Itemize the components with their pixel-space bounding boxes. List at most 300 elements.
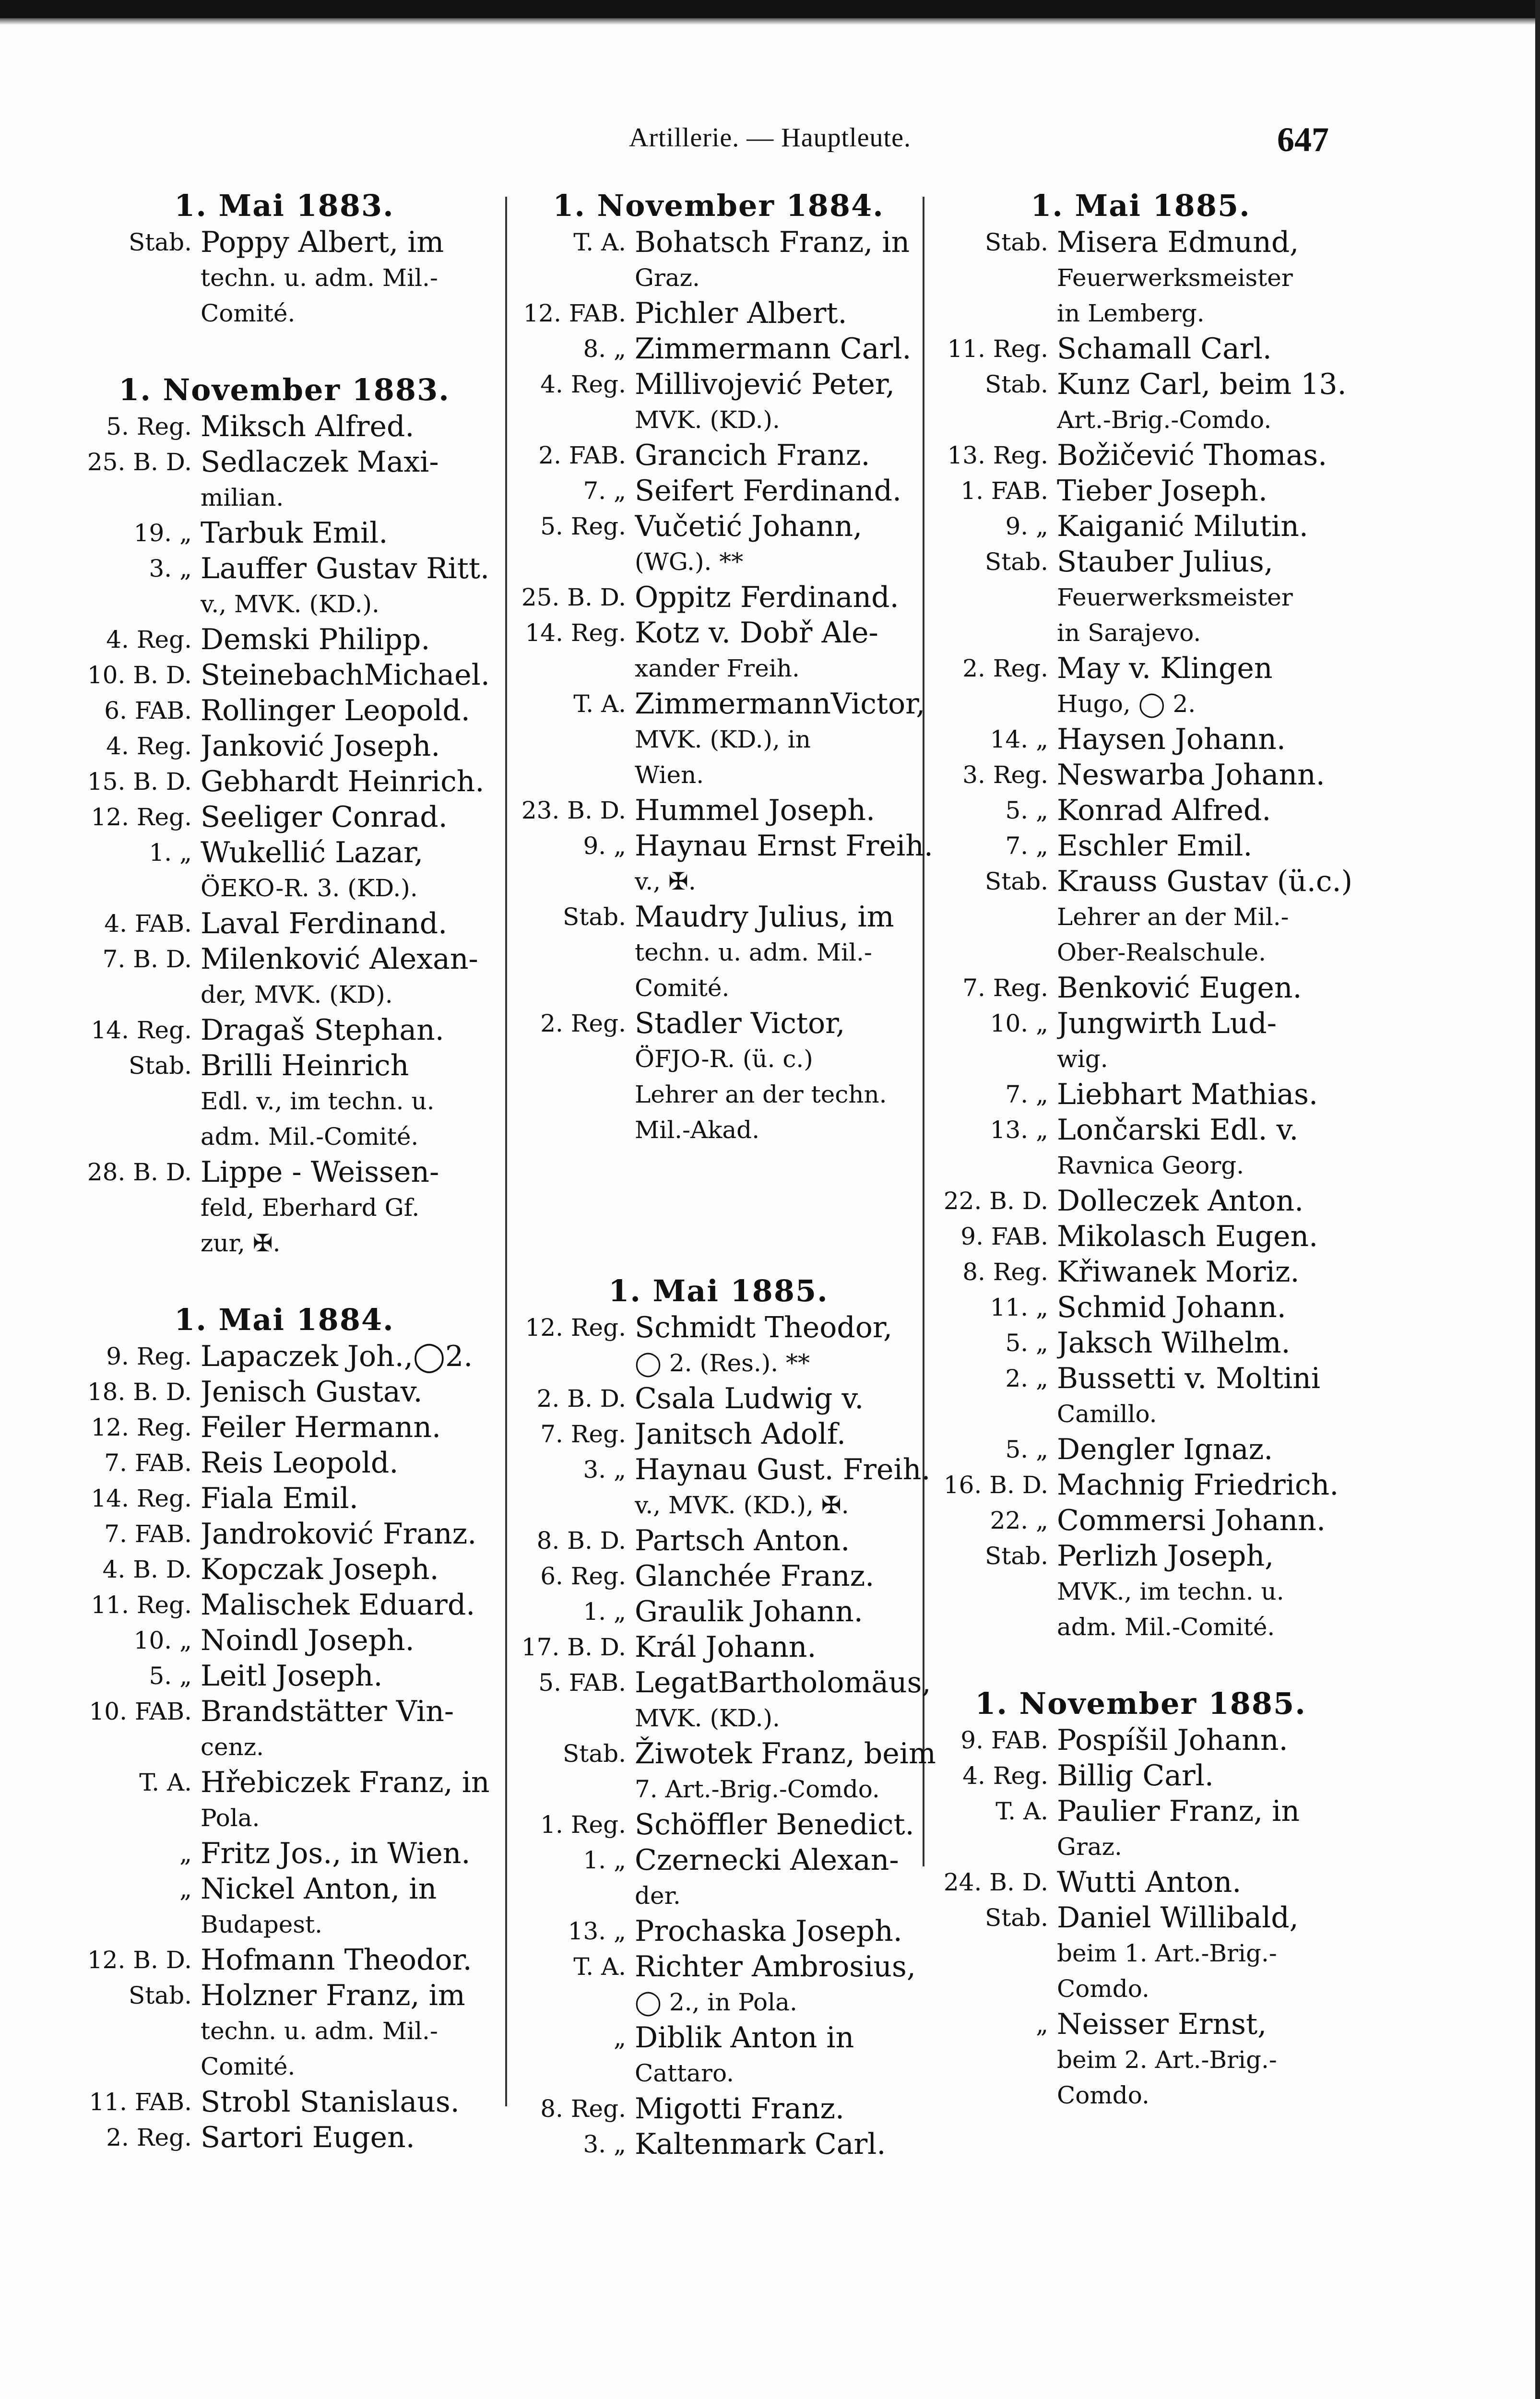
roster-entry	[82, 1623, 487, 1658]
unit-label: Stab.	[128, 1052, 192, 1080]
officer-name: Jungwirth Lud-	[1057, 1007, 1277, 1040]
entry-detail: Hugo, ◯ 2.	[1057, 690, 1196, 718]
officer-name: Holzner Franz, im	[201, 1979, 465, 2012]
unit-label: 13. Reg.	[947, 441, 1048, 469]
officer-name: Jaksch Wilhelm.	[1057, 1326, 1291, 1360]
entry-text	[1057, 331, 1343, 367]
entry-detail: Graz.	[635, 264, 700, 292]
unit-label: 10. „	[990, 1009, 1048, 1037]
officer-name: Reis Leopold.	[201, 1446, 399, 1480]
unit-label: 25. B. D.	[87, 448, 192, 476]
column-1	[82, 187, 490, 2155]
roster-entry	[516, 899, 921, 1006]
section-spacer	[82, 331, 487, 371]
officer-name: Czernecki Alexan-	[635, 1843, 899, 1877]
roster-entry	[82, 799, 487, 835]
entry-detail: Pola.	[201, 1804, 260, 1832]
officer-name: Žiwotek Franz, beim	[635, 1737, 936, 1770]
officer-name: Wutti Anton.	[1057, 1865, 1242, 1899]
entry-detail: in Lemberg.	[1057, 299, 1205, 327]
roster-entry	[516, 1594, 921, 1629]
entry-text	[635, 1558, 921, 1594]
roster-entry	[82, 1587, 487, 1623]
officer-name: Nickel Anton, in	[201, 1872, 437, 1906]
entry-detail: Budapest.	[201, 1911, 323, 1938]
entry-text	[201, 1410, 487, 1445]
officer-name: Migotti Franz.	[635, 2092, 845, 2126]
column-rule	[923, 197, 924, 1866]
entry-text	[635, 1416, 921, 1452]
officer-name: Haynau Gust. Freih.	[635, 1453, 931, 1486]
roster-entry	[82, 1481, 487, 1516]
entry-detail: der.	[635, 1882, 681, 1910]
entry-text	[635, 615, 921, 686]
roster-entry	[938, 651, 1343, 722]
officer-name: Vučetić Johann,	[635, 510, 863, 543]
column-2	[516, 187, 936, 2162]
unit-label: 22. B. D.	[943, 1187, 1048, 1215]
officer-name: Brandstätter Vin-	[201, 1695, 454, 1728]
officer-name: Pospíšil Johann.	[1057, 1723, 1288, 1757]
entry-text	[1057, 1467, 1343, 1503]
unit-label: 2. Reg.	[106, 2124, 192, 2151]
entry-text	[635, 1842, 921, 1913]
unit-label: 9. Reg.	[106, 1342, 192, 1370]
unit-label: 4. Reg.	[106, 626, 192, 653]
roster-entry	[516, 473, 921, 509]
entry-text	[201, 1587, 487, 1623]
roster-entry	[82, 657, 490, 693]
unit-label: 13. „	[990, 1116, 1048, 1144]
section-heading: 1. Mai 1885.	[1031, 188, 1251, 223]
unit-label: 6. FAB.	[104, 697, 192, 724]
entry-text	[201, 1942, 487, 1978]
unit-label: 10. „	[133, 1627, 192, 1654]
unit-label: 3. „	[583, 2130, 626, 2158]
officer-name: Grancich Franz.	[635, 439, 870, 472]
roster-entry	[938, 828, 1343, 864]
officer-name: Demski Philipp.	[201, 623, 430, 656]
officer-name: Stadler Victor,	[635, 1007, 845, 1040]
entry-text	[201, 693, 487, 728]
officer-name: Dragaš Stephan.	[201, 1013, 444, 1047]
unit-label: 24. B. D.	[943, 1868, 1048, 1896]
entry-detail: Art.-Brig.-Comdo.	[1057, 406, 1272, 434]
unit-label: „	[614, 2024, 626, 2052]
entry-text	[201, 1481, 487, 1516]
officer-name: Malischek Eduard.	[201, 1588, 475, 1622]
unit-label: 12. Reg.	[525, 1314, 626, 1342]
entry-text	[1057, 793, 1343, 828]
entry-text	[1057, 544, 1343, 651]
officer-name: Haynau Ernst Freih.	[635, 829, 933, 863]
officer-name: Perlizh Joseph,	[1057, 1539, 1274, 1573]
officer-name: Mikolasch Eugen.	[1057, 1220, 1318, 1253]
roster-entry	[938, 473, 1343, 509]
officer-name: Milenković Alexan-	[201, 942, 478, 976]
entry-detail: Lehrer an der techn.	[635, 1081, 887, 1108]
officer-name: Sartori Eugen.	[201, 2121, 415, 2154]
unit-label: 28. B. D.	[87, 1158, 192, 1186]
entry-text	[201, 1012, 487, 1048]
entry-text	[635, 367, 921, 438]
roster-entry	[516, 438, 921, 473]
entry-text	[1057, 509, 1343, 544]
officer-name: Poppy Albert, im	[201, 226, 444, 259]
unit-label: 1. „	[149, 839, 192, 867]
roster-entry	[82, 444, 487, 515]
roster-entry	[516, 1665, 931, 1736]
roster-entry	[938, 1900, 1343, 2007]
entry-text	[635, 1629, 921, 1665]
entry-detail: MVK. (KD.).	[635, 406, 780, 434]
roster-entry	[516, 225, 921, 296]
unit-label: 9. „	[1005, 512, 1048, 540]
entry-text	[201, 1048, 487, 1154]
officer-name: Maudry Julius, im	[635, 900, 894, 934]
officer-name: Schmid Johann.	[1057, 1291, 1286, 1324]
entry-detail: Mil.-Akad.	[635, 1116, 760, 1144]
officer-name: Jandroković Franz.	[201, 1517, 477, 1551]
roster-entry	[516, 1736, 936, 1807]
section-heading: 1. November 1883.	[118, 372, 450, 407]
entry-text	[201, 1623, 487, 1658]
entry-detail: xander Freih.	[635, 654, 800, 682]
entry-detail: ÖEKO-R. 3. (KD.).	[201, 874, 418, 902]
roster-entry	[82, 1012, 487, 1048]
officer-name: Jenisch Gustav.	[201, 1375, 423, 1409]
roster-entry	[516, 2020, 921, 2091]
roster-entry	[82, 1552, 487, 1587]
unit-label: T. A.	[573, 690, 626, 718]
roster-entry	[516, 1629, 921, 1665]
unit-label: T. A.	[995, 1797, 1048, 1825]
section-heading: 1. Mai 1885.	[608, 1273, 829, 1308]
entry-text	[1057, 1112, 1343, 1183]
unit-label: 12. B. D.	[87, 1946, 192, 1974]
roster-entry	[516, 2126, 921, 2162]
officer-name: Laval Ferdinand.	[201, 907, 448, 940]
roster-entry	[82, 2084, 487, 2120]
unit-label: 18. B. D.	[87, 1378, 192, 1406]
roster-entry	[82, 1339, 487, 1374]
roster-entry	[938, 509, 1343, 544]
officer-name: Diblik Anton in	[635, 2021, 854, 2055]
entry-text	[201, 1552, 487, 1587]
unit-label: 10. B. D.	[87, 661, 192, 689]
unit-label: 5. „	[1005, 796, 1048, 824]
roster-entry	[938, 438, 1343, 473]
entry-text	[1057, 1219, 1343, 1254]
roster-entry	[82, 1765, 490, 1836]
unit-label: 4. Reg.	[106, 732, 192, 760]
roster-entry	[516, 1807, 921, 1842]
unit-label: 5. „	[1005, 1329, 1048, 1357]
entry-detail: adm. Mil.-Comité.	[201, 1123, 419, 1151]
officer-name: Kaltenmark Carl.	[635, 2127, 886, 2161]
entry-text	[201, 941, 487, 1012]
roster-entry	[516, 828, 933, 899]
unit-label: 16. B. D.	[943, 1471, 1048, 1499]
entry-detail: v., ✠.	[635, 867, 696, 895]
unit-label: 4. B. D.	[102, 1556, 192, 1583]
unit-label: T. A.	[139, 1769, 192, 1796]
officer-name: Lippe - Weissen-	[201, 1155, 439, 1189]
officer-name: Tarbuk Emil.	[201, 516, 388, 550]
scan-top-shadow	[0, 18, 1540, 25]
entry-text	[1057, 1758, 1343, 1793]
unit-label: 2. „	[1005, 1365, 1048, 1392]
entry-text	[635, 1736, 936, 1807]
unit-label: 12. Reg.	[91, 803, 192, 831]
unit-label: 14. „	[990, 725, 1048, 753]
officer-name: Bohatsch Franz, in	[635, 226, 910, 259]
unit-label: 5. „	[149, 1662, 192, 1690]
entry-text	[201, 835, 487, 906]
section-spacer	[516, 1148, 921, 1272]
roster-entry	[516, 1006, 921, 1148]
entry-text	[201, 1765, 490, 1836]
entry-detail: feld, Eberhard Gf.	[201, 1194, 420, 1222]
roster-entry	[82, 728, 487, 764]
roster-entry	[82, 1694, 487, 1765]
entry-text	[635, 1381, 921, 1416]
officer-name: Pichler Albert.	[635, 297, 847, 330]
section-heading: 1. Mai 1884.	[174, 1302, 394, 1337]
roster-entry	[938, 2007, 1343, 2113]
entry-text	[1057, 1361, 1343, 1432]
unit-label: 7. FAB.	[104, 1449, 192, 1477]
unit-label: 3. „	[149, 555, 192, 582]
unit-label: T. A.	[573, 228, 626, 256]
roster-entry	[938, 1290, 1343, 1325]
officer-name: Richter Ambrosius,	[635, 1950, 916, 1983]
entry-text	[201, 1445, 487, 1481]
roster-entry	[938, 1865, 1343, 1900]
entry-detail: adm. Mil.-Comité.	[1057, 1613, 1275, 1641]
unit-label: 1. Reg.	[540, 1811, 626, 1839]
unit-label: 7. „	[1005, 1081, 1048, 1108]
officer-name: Sedlaczek Maxi-	[201, 445, 439, 479]
unit-label: 14. Reg.	[91, 1016, 192, 1044]
unit-label: 7. Reg.	[962, 974, 1048, 1002]
entry-text	[1057, 225, 1343, 331]
entry-detail: techn. u. adm. Mil.-	[635, 938, 872, 966]
roster-entry	[516, 367, 921, 438]
roster-entry	[82, 1658, 487, 1694]
entry-text	[1057, 2007, 1343, 2113]
roster-entry	[516, 1558, 921, 1594]
officer-name: Millivojević Peter,	[635, 368, 895, 401]
unit-label: 1. FAB.	[960, 477, 1048, 505]
entry-text	[1057, 1006, 1343, 1077]
entry-text	[635, 1523, 921, 1558]
officer-name: Dolleczek Anton.	[1057, 1184, 1304, 1218]
roster-entry	[516, 1310, 921, 1381]
officer-name: Dengler Ignaz.	[1057, 1433, 1273, 1466]
officer-name: Kaiganić Milutin.	[1057, 510, 1308, 543]
officer-name: Liebhart Mathias.	[1057, 1078, 1318, 1111]
section-spacer	[938, 1645, 1343, 1685]
entry-text	[201, 1978, 487, 2084]
entry-text	[635, 1594, 921, 1629]
entry-text	[635, 225, 921, 296]
page-number: 647	[1277, 120, 1329, 159]
unit-label: „	[179, 1875, 192, 1903]
roster-entry	[938, 1503, 1343, 1538]
entry-text	[635, 1807, 921, 1842]
entry-text	[635, 580, 921, 615]
entry-text	[1057, 1432, 1343, 1467]
officer-name: Lauffer Gustav Ritt.	[201, 552, 490, 585]
roster-entry	[938, 1112, 1343, 1183]
unit-label: Stab.	[562, 1740, 626, 1768]
roster-entry	[516, 331, 921, 367]
unit-label: Stab.	[984, 867, 1048, 895]
unit-label: 2. Reg.	[540, 1009, 626, 1037]
entry-detail: 7. Art.-Brig.-Comdo.	[635, 1775, 880, 1803]
unit-label: 7. „	[1005, 832, 1048, 860]
unit-label: 19. „	[133, 519, 192, 547]
officer-name: Daniel Willibald,	[1057, 1901, 1299, 1935]
roster-entry	[82, 1871, 487, 1942]
entry-text	[1057, 864, 1352, 970]
entry-text	[635, 1913, 921, 1949]
entry-text	[1057, 757, 1343, 793]
officer-name: Zimmermann Carl.	[635, 332, 912, 366]
entry-text	[1057, 1183, 1343, 1219]
entry-detail: wig.	[1057, 1045, 1108, 1073]
entry-text	[201, 2120, 487, 2155]
roster-entry	[938, 367, 1347, 438]
roster-entry	[938, 1722, 1343, 1758]
roster-entry	[82, 906, 487, 941]
entry-text	[1057, 438, 1343, 473]
roster-entry	[938, 793, 1343, 828]
unit-label: 5. FAB.	[538, 1669, 626, 1697]
roster-entry	[516, 296, 921, 331]
entry-text	[1057, 1865, 1343, 1900]
unit-label: 11. Reg.	[947, 335, 1048, 363]
roster-entry	[82, 622, 487, 657]
roster-entry	[516, 1842, 921, 1913]
unit-label: 8. Reg.	[962, 1258, 1048, 1286]
unit-label: 3. „	[583, 1456, 626, 1484]
entry-text	[201, 622, 487, 657]
unit-label: Stab.	[128, 1982, 192, 2009]
roster-entry	[516, 1949, 921, 2020]
officer-name: Machnig Friedrich.	[1057, 1468, 1339, 1502]
unit-label: 8. B. D.	[536, 1527, 626, 1555]
roster-entry	[938, 1758, 1343, 1793]
officer-name: Kopczak Joseph.	[201, 1553, 439, 1586]
entry-detail: zur, ✠.	[201, 1229, 281, 1257]
officer-name: Fritz Jos., in Wien.	[201, 1837, 471, 1870]
roster-entry	[82, 1445, 487, 1481]
officer-name: Prochaska Joseph.	[635, 1914, 902, 1948]
unit-label: 3. Reg.	[962, 761, 1048, 789]
unit-label: 9. FAB.	[960, 1726, 1048, 1754]
unit-label: 7. Reg.	[540, 1420, 626, 1448]
roster-entry	[938, 225, 1343, 331]
scan-right-edge	[1535, 0, 1540, 2399]
entry-detail: Edl. v., im techn. u.	[201, 1087, 435, 1115]
officer-name: Seifert Ferdinand.	[635, 474, 902, 508]
entry-detail: ◯ 2., in Pola.	[635, 1988, 797, 2016]
roster-entry	[938, 757, 1343, 793]
unit-label: 4. Reg.	[962, 1762, 1048, 1790]
unit-label: 4. Reg.	[540, 370, 626, 398]
officer-name: Lončarski Edl. v.	[1057, 1113, 1299, 1147]
officer-name: Fiala Emil.	[201, 1482, 358, 1515]
entry-text	[1057, 651, 1343, 722]
entry-detail: MVK. (KD.).	[635, 1704, 780, 1732]
officer-name: Brilli Heinrich	[201, 1049, 409, 1082]
roster-entry	[82, 551, 490, 622]
entry-text	[201, 2084, 487, 2120]
column-rule	[505, 197, 507, 2106]
entry-text	[201, 1836, 487, 1871]
officer-name: Král Johann.	[635, 1630, 817, 1664]
unit-label: 12. FAB.	[523, 299, 626, 327]
entry-text	[635, 1949, 921, 2020]
entry-text	[1057, 473, 1343, 509]
unit-label: „	[179, 1840, 192, 1867]
officer-name: Hofmann Theodor.	[201, 1943, 472, 1977]
roster-entry	[516, 1452, 931, 1523]
entry-detail: techn. u. adm. Mil.-	[201, 264, 438, 292]
roster-entry	[938, 864, 1352, 970]
entry-text	[1057, 1793, 1343, 1865]
unit-label: Stab.	[984, 228, 1048, 256]
entry-text	[201, 799, 487, 835]
roster-entry	[82, 693, 487, 728]
entry-detail: techn. u. adm. Mil.-	[201, 2017, 438, 2045]
entry-text	[201, 906, 487, 941]
entry-text	[635, 793, 921, 828]
roster-entry	[938, 1077, 1343, 1112]
entry-text	[1057, 1722, 1343, 1758]
entry-text	[1057, 970, 1343, 1006]
officer-name: Misera Edmund,	[1057, 226, 1299, 259]
unit-label: 1. „	[583, 1846, 626, 1874]
officer-name: Gebhardt Heinrich.	[201, 765, 485, 798]
roster-entry	[82, 1942, 487, 1978]
roster-entry	[938, 1219, 1343, 1254]
entry-text	[1057, 1900, 1343, 2007]
entry-detail: Lehrer an der Mil.-	[1057, 903, 1289, 931]
section-spacer	[82, 1261, 487, 1301]
unit-label: 11. Reg.	[91, 1591, 192, 1619]
roster-entry	[938, 1538, 1343, 1645]
roster-entry	[516, 686, 925, 793]
officer-name: Hummel Joseph.	[635, 794, 876, 827]
officer-name: Partsch Anton.	[635, 1524, 850, 1557]
roster-entry	[82, 2120, 487, 2155]
officer-name: Lapaczek Joh.,◯2.	[201, 1340, 473, 1373]
unit-label: 7. „	[583, 477, 626, 505]
officer-name: Paulier Franz, in	[1057, 1794, 1300, 1828]
officer-name: Commersi Johann.	[1057, 1504, 1326, 1537]
unit-label: 14. Reg.	[525, 619, 626, 647]
officer-name: Seeliger Conrad.	[201, 800, 448, 834]
officer-name: Hřebiczek Franz, in	[201, 1766, 490, 1799]
officer-name: Neisser Ernst,	[1057, 2007, 1267, 2041]
unit-label: 9. „	[583, 832, 626, 860]
entry-detail: Graz.	[1057, 1833, 1122, 1861]
entry-text	[1057, 1538, 1343, 1645]
entry-text	[201, 1516, 487, 1552]
